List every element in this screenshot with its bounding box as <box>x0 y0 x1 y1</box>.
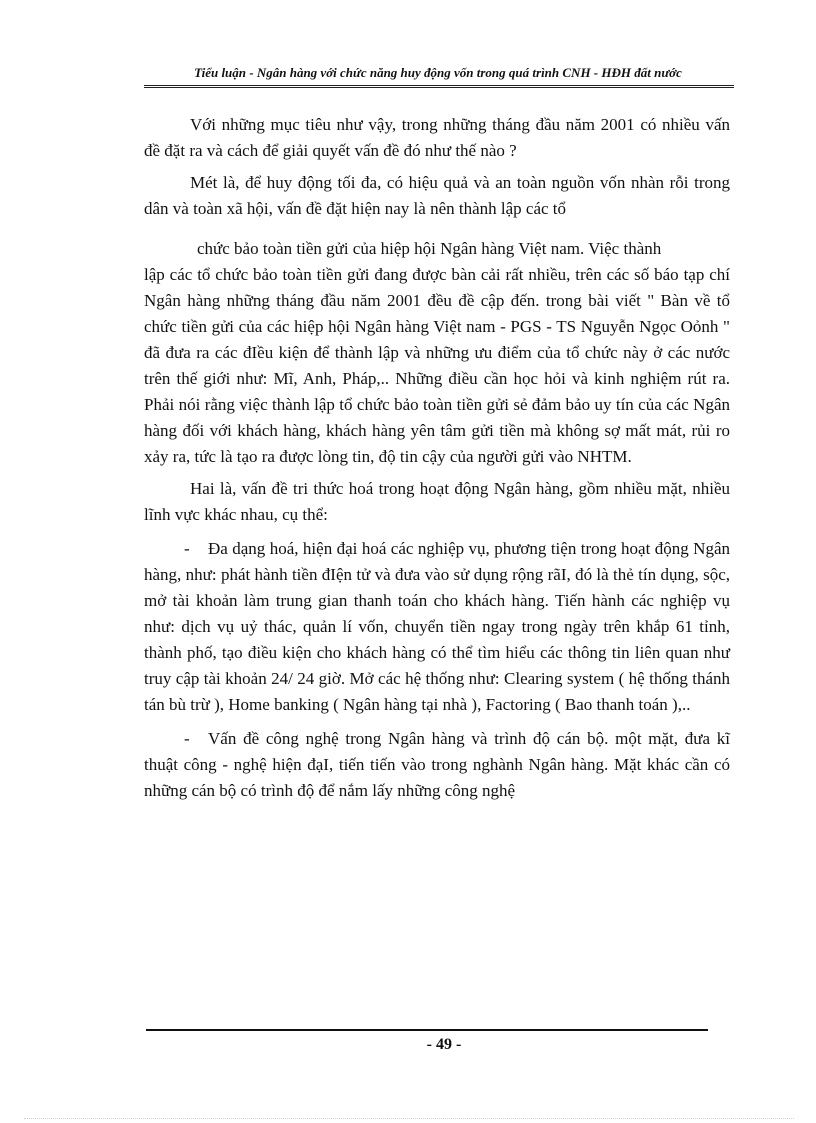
document-body <box>144 112 730 804</box>
bullet-item-technology <box>144 726 730 804</box>
page-number: - 49 - <box>426 1036 462 1053</box>
header-rule <box>144 85 734 88</box>
paragraph-continued-first-line: chức bảo toàn tiền gửi của hiệp hội Ngân hàng Việt nam. Việc thành <box>197 239 662 258</box>
footer-rule <box>146 1029 708 1031</box>
bullet-item-modernization <box>144 536 730 718</box>
paragraph-first-point: Mét là, để huy động tối đa, có hiệu quả và an toàn nguồn vốn nhàn rỗi trong dân và toàn xã hội, vấn đề đặt hiện nay là nên thành lập các tổ <box>144 173 730 218</box>
paragraph-second-point: Hai là, vấn đề tri thức hoá trong hoạt động Ngân hàng, gồm nhiều mặt, nhiều lĩnh vực khác nhau, cụ thể: <box>144 479 730 524</box>
bullet-dash: - <box>184 729 190 748</box>
running-header: Tiểu luận - Ngân hàng với chức năng huy động vốn trong quá trình CNH - HĐH đất nước <box>194 65 682 80</box>
bullet-dash: - <box>184 539 190 558</box>
bullet-text: Đa dạng hoá, hiện đại hoá các nghiệp vụ, phương tiện trong hoạt động Ngân hàng, như: phát hành tiền đIện tử và đưa vào sử dụng rộng rãI, đó là thẻ tín dụng, sộc, mở tài khoản làm trung gian thanh toán cho khách hàng. Tiến hành các nghiệp vụ như: dịch vụ uỷ thác, quản lí vốn, chuyển tiền ngay trong ngày trên khắp 61 tỉnh, thành phố, tạo điều kiện cho khách hàng có thể tìm hiểu các thông tin liên quan như truy cập tài khoản 24/ 24 giờ. Mở các hệ thống như: Clearing system ( hệ thống thánh tán bù trừ ), Home banking ( Ngân hàng tại nhà ), Factoring ( Bao thanh toán ),.. <box>144 539 730 714</box>
bullet-text: Vấn đề công nghệ trong Ngân hàng và trình độ cán bộ. một mặt, đưa kĩ thuật công - nghệ hiện đạI, tiến tiến vào trong nghành Ngân hàng. Mặt khác cần có những cán bộ có trình độ để nắm lấy những công nghệ <box>144 729 730 800</box>
paragraph-intro: Với những mục tiêu như vậy, trong những tháng đầu năm 2001 có nhiều vấn đề đặt ra và cách để giải quyết vấn đề đó như thế nào ? <box>144 115 730 160</box>
page-bottom-border <box>24 1118 794 1119</box>
paragraph-continued-body: lập các tổ chức bảo toàn tiền gửi đang được bàn cải rất nhiều, trên các số báo tạp chí Ngân hàng những tháng đầu năm 2001 đều đề cập đến. trong bài viết " Bàn về tổ chức tiền gửi của các hiệp hội Ngân hàng Việt nam - PGS - TS Nguyễn Ngọc Oỏnh " đã đưa ra các đIều kiện để thành lập và những ưu điểm của tổ chức này ở các nước trên thế giới như: Mĩ, Anh, Pháp,.. Những điều cần học hỏi và kinh nghiệm rút ra. Phải nói rằng việc thành lập tổ chức bảo toàn tiền gửi sẻ đảm bảo uy tín của các Ngân hàng đối với khách hàng, khách hàng yên tâm gửi tiền mà không sợ mất mát, rủi ro xảy ra, tức là tạo ra được lòng tin, độ tin cậy của người gửi vào NHTM. <box>144 265 730 466</box>
